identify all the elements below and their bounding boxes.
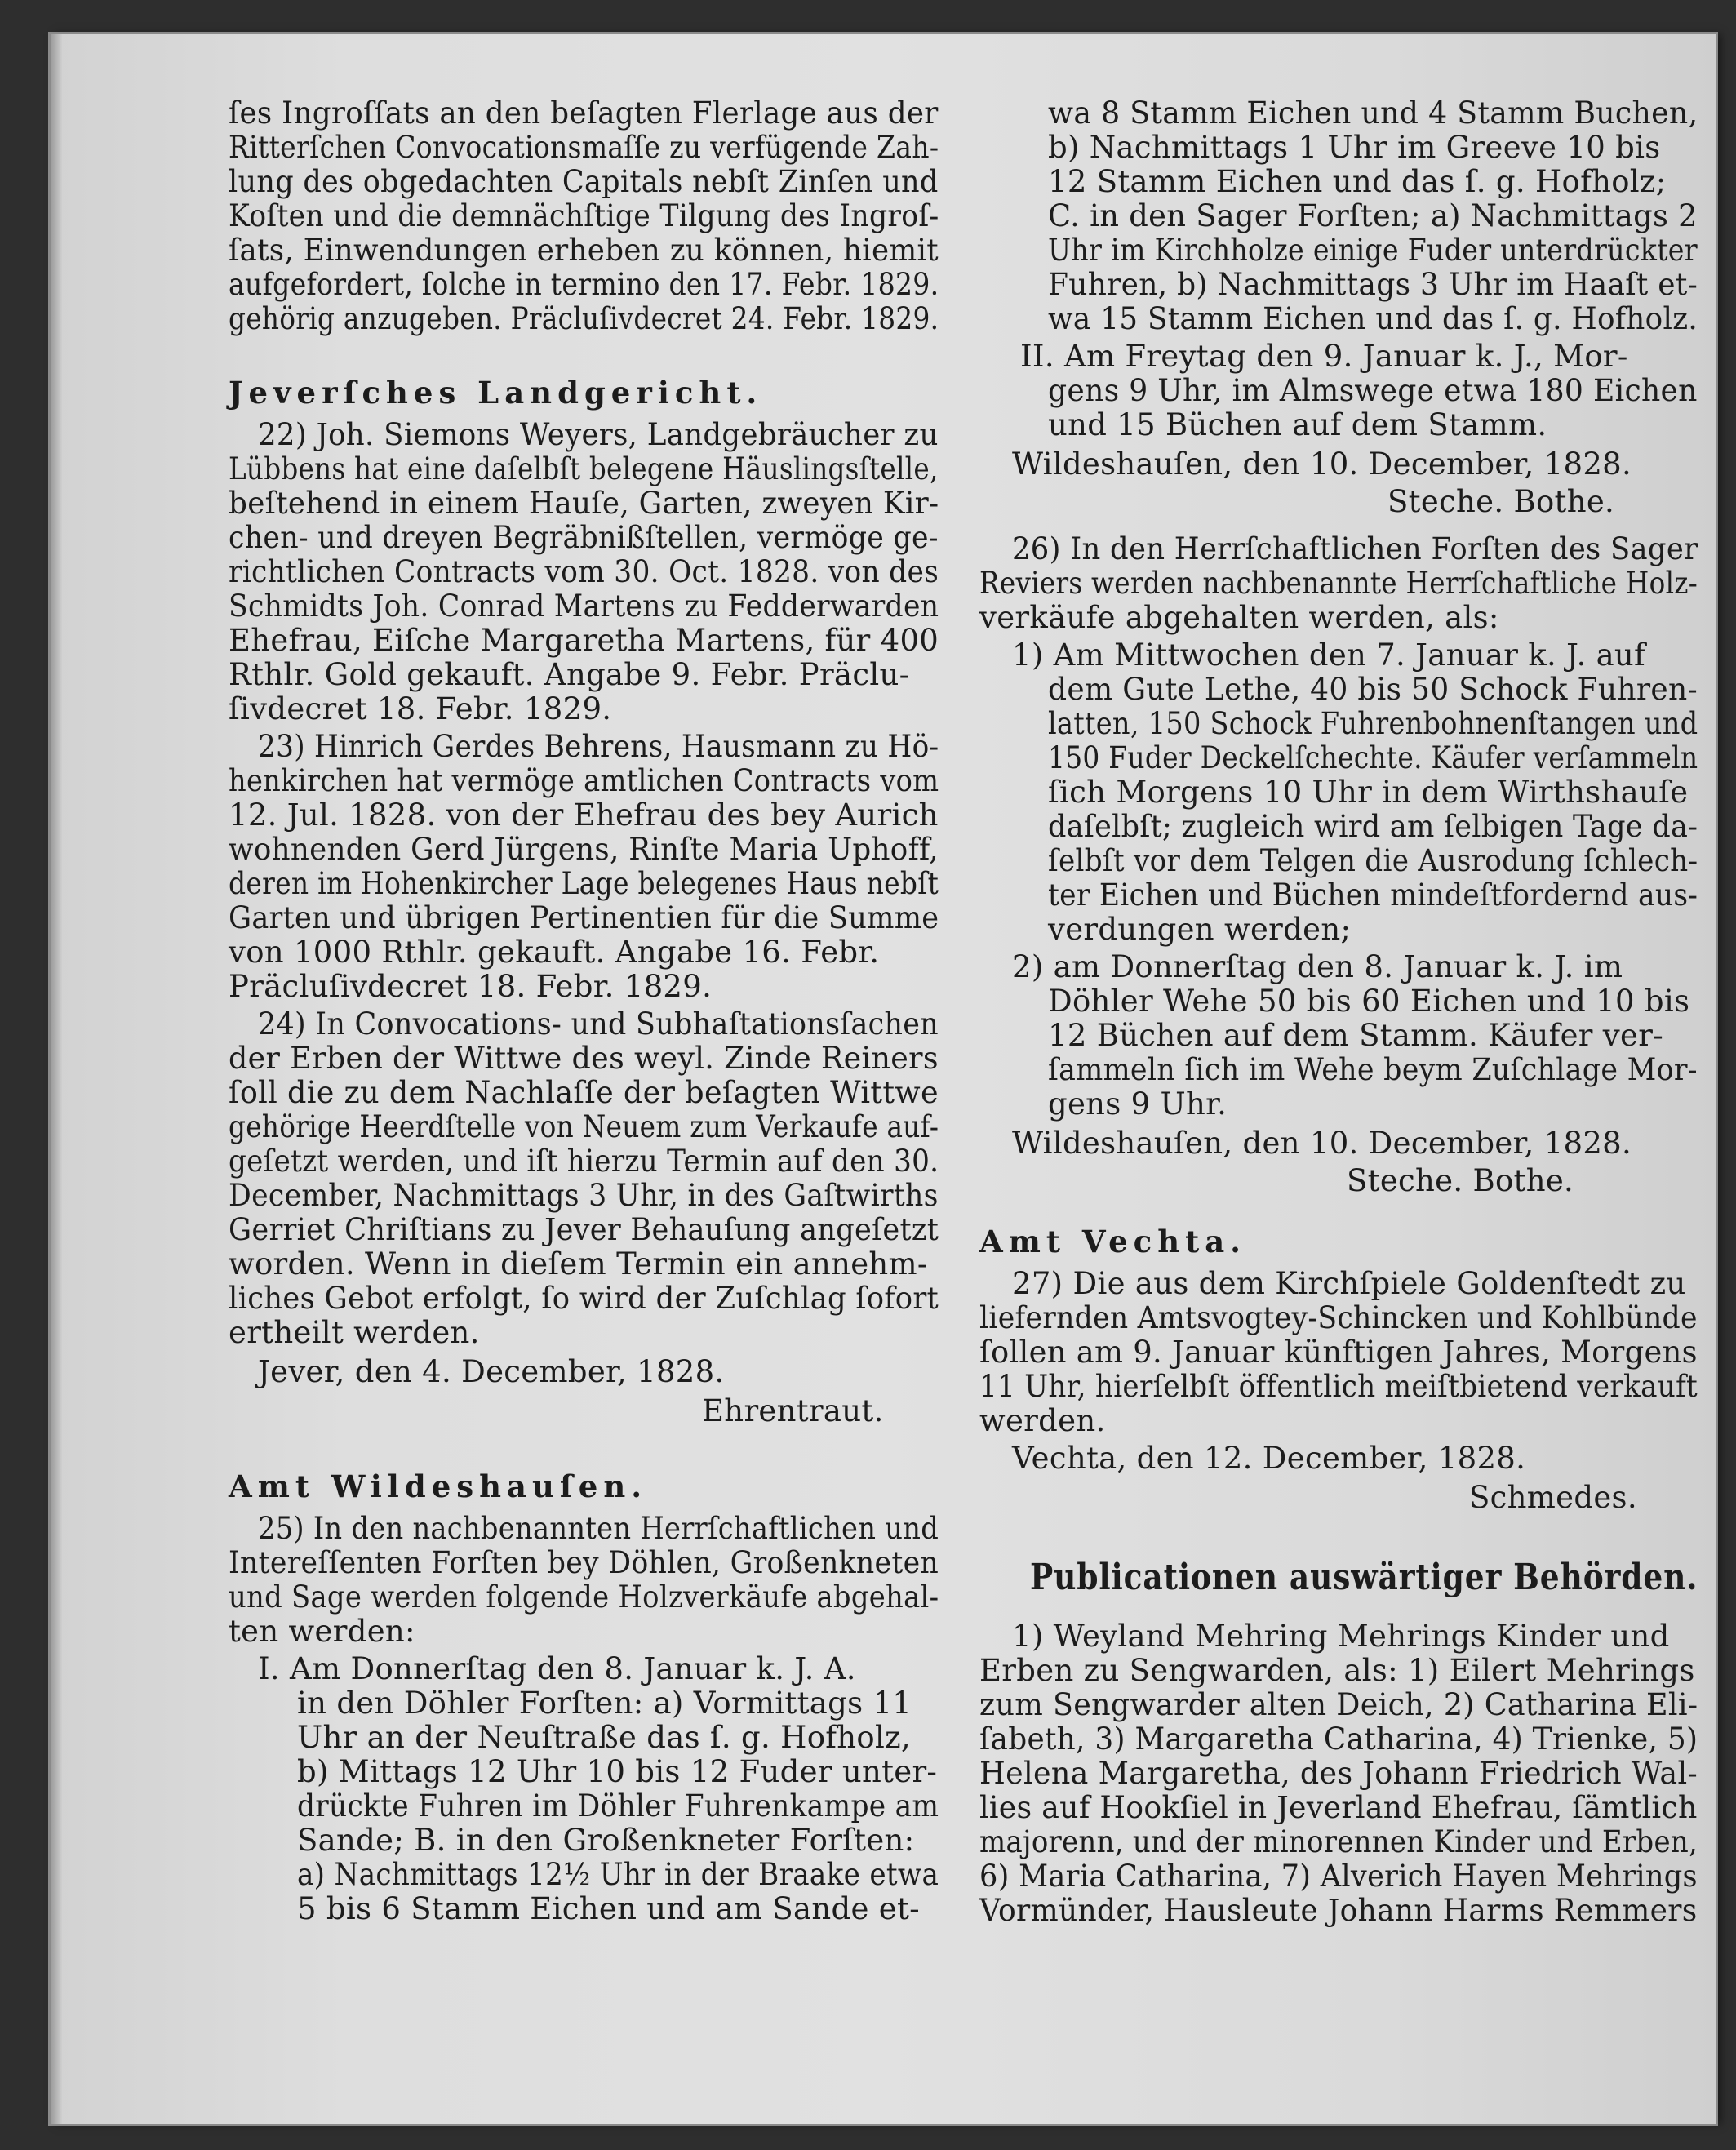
text-line: dem Gute Lethe, 40 bis 50 Schock Fuhren- xyxy=(1048,672,1698,707)
page-binding-edge xyxy=(51,34,62,2124)
text-line: Uhr an der Neuſtraße das ſ. g. Hofholz, xyxy=(297,1720,911,1755)
text-line: Schmidts Joh. Conrad Martens zu Fedderwarden xyxy=(229,589,939,624)
text-line: Intereſſenten Forſten bey Döhlen, Großenkneten xyxy=(229,1545,939,1580)
text-line: liches Gebot erfolgt, ſo wird der Zuſchlag ſofort xyxy=(229,1281,939,1316)
text-line: wa 8 Stamm Eichen und 4 Stamm Buchen, xyxy=(1048,96,1698,131)
text-line: Ritterſchen Convocationsmaſſe zu verfügende Zah- xyxy=(229,130,939,165)
text-line: 1) Am Mittwochen den 7. Januar k. J. auf xyxy=(1012,637,1646,673)
text-line: a) Nachmittags 12½ Uhr in der Braake etwa xyxy=(297,1857,939,1892)
text-line: 22) Joh. Siemons Weyers, Landgebräucher zu xyxy=(258,417,939,452)
text-line: chen- und dreyen Begräbnißſtellen, vermöge ge- xyxy=(229,520,939,555)
signature: Ehrentraut. xyxy=(702,1393,884,1428)
text-line: b) Mittags 12 Uhr 10 bis 12 Fuder unter- xyxy=(297,1754,938,1789)
text-line: ſats, Einwendungen erheben zu können, hiemit xyxy=(229,233,939,268)
text-line: 27) Die aus dem Kirchſpiele Goldenſtedt zu xyxy=(1012,1266,1686,1301)
text-line: und 15 Büchen auf dem Stamm. xyxy=(1048,407,1547,442)
text-line: gehörige Heerdſtelle von Neuem zum Verkaufe auf- xyxy=(229,1109,939,1144)
section-heading: Amt Wildeshauſen. xyxy=(229,1468,648,1504)
text-line: und Sage werden folgende Holzverkäufe abgehal- xyxy=(229,1579,939,1615)
text-line: drückte Fuhren im Döhler Fuhrenkampe am xyxy=(297,1788,939,1824)
text-line: Lübbens hat eine daſelbſt belegene Häuslingsſtelle, xyxy=(229,451,939,486)
text-line: worden. Wenn in dieſem Termin ein annehm- xyxy=(229,1246,928,1282)
text-line: Präcluſivdecret 18. Febr. 1829. xyxy=(229,969,713,1004)
text-line: aufgefordert, ſolche in termino den 17. Febr. 1829. xyxy=(229,267,939,302)
text-line: ſich Morgens 10 Uhr in dem Wirthshauſe xyxy=(1048,775,1689,810)
text-line: liefernden Amtsvogtey-Schincken und Kohlbünde xyxy=(979,1300,1698,1335)
text-line: ſabeth, 3) Margaretha Catharina, 4) Trienke, 5) xyxy=(979,1721,1698,1757)
text-line: der Erben der Wittwe des weyl. Zinde Reiners xyxy=(229,1041,939,1076)
text-line: ſammeln ſich im Wehe beym Zuſchlage Mor- xyxy=(1048,1052,1698,1087)
text-line: ſelbſt vor dem Telgen die Ausrodung ſchlech- xyxy=(1048,843,1698,878)
text-line: verkäufe abgehalten werden, als: xyxy=(979,600,1499,635)
text-line: ter Eichen und Büchen mindeſtfordernd aus- xyxy=(1048,877,1698,913)
text-line: Uhr im Kirchholze einige Fuder unterdrückter xyxy=(1048,233,1698,268)
text-line: gens 9 Uhr. xyxy=(1048,1086,1228,1122)
text-line: lung des obgedachten Capitals nebſt Zinſen und xyxy=(229,164,939,199)
text-line: ſivdecret 18. Febr. 1829. xyxy=(229,691,612,726)
text-line: II. Am Freytag den 9. Januar k. J., Mor- xyxy=(1020,339,1628,374)
text-line: Sande; B. in den Großenkneter Forſten: xyxy=(297,1823,915,1858)
text-line: von 1000 Rthlr. gekauft. Angabe 16. Febr. xyxy=(229,935,880,970)
text-line: majorenn, und der minorennen Kinder und Erben, xyxy=(979,1824,1698,1859)
text-line: gens 9 Uhr, im Almswege etwa 180 Eichen xyxy=(1048,373,1698,408)
signature: Steche. Bothe. xyxy=(1347,1163,1574,1198)
text-line: 12 Büchen auf dem Stamm. Käufer ver- xyxy=(1048,1018,1663,1053)
text-line: ſes Ingroſſats an den beſagten Flerlage aus der xyxy=(229,96,939,131)
text-line: lies auf Hookſiel in Jeverland Ehefrau, ſämtlich xyxy=(979,1790,1698,1825)
text-line: werden. xyxy=(979,1403,1106,1438)
text-line: b) Nachmittags 1 Uhr im Greeve 10 bis xyxy=(1048,130,1661,165)
text-line: 1) Weyland Mehring Mehrings Kinder und xyxy=(1012,1619,1670,1654)
text-line: Helena Margaretha, des Johann Friedrich Wal- xyxy=(979,1756,1698,1791)
text-line: 24) In Convocations- und Subhaſtationsſachen xyxy=(258,1006,939,1042)
text-line: beſtehend in einem Hauſe, Garten, zweyen Kir- xyxy=(229,486,939,521)
text-line: 12 Stamm Eichen und das ſ. g. Hofholz; xyxy=(1048,164,1667,199)
text-line: 5 bis 6 Stamm Eichen und am Sande et- xyxy=(297,1891,920,1926)
signature: Steche. Bothe. xyxy=(1387,484,1615,519)
text-line: Döhler Wehe 50 bis 60 Eichen und 10 bis xyxy=(1048,984,1690,1019)
place-date: Wildeshauſen, den 10. December, 1828. xyxy=(1012,1126,1632,1161)
text-line: Gerriet Chriſtians zu Jever Behauſung angeſetzt xyxy=(229,1212,939,1247)
text-line: Ehefrau, Eiſche Margaretha Martens, für 400 xyxy=(229,623,939,658)
text-line: gehörig anzugeben. Präcluſivdecret 24. Febr. 1829. xyxy=(229,301,939,336)
place-date: Vechta, den 12. December, 1828. xyxy=(1012,1441,1526,1476)
text-line: richtlichen Contracts vom 30. Oct. 1828. von des xyxy=(229,554,939,589)
text-line: 25) In den nachbenannten Herrſchaftlichen und xyxy=(258,1511,939,1546)
place-date: Wildeshauſen, den 10. December, 1828. xyxy=(1012,446,1632,482)
text-line: ertheilt werden. xyxy=(229,1315,480,1350)
text-line: 11 Uhr, hierſelbſt öffentlich meiſtbietend verkauft xyxy=(979,1369,1698,1404)
text-line: Koſten und die demnächſtige Tilgung des Ingroſ- xyxy=(229,198,939,233)
section-heading: Amt Vechta. xyxy=(979,1224,1247,1259)
text-line: henkirchen hat vermöge amtlichen Contracts vom xyxy=(229,763,939,798)
text-line: 150 Fuder Deckelſchechte. Käufer verſammeln xyxy=(1048,740,1698,775)
text-line: Vormünder, Hausleute Johann Harms Remmers xyxy=(979,1893,1698,1928)
text-line: Reviers werden nachbenannte Herrſchaftliche Holz- xyxy=(979,566,1698,601)
text-line: 2) am Donnerſtag den 8. Januar k. J. im xyxy=(1012,949,1623,984)
text-line: ſollen am 9. Januar künftigen Jahres, Morgens xyxy=(979,1335,1698,1370)
text-line: wohnenden Gerd Jürgens, Rinſte Maria Uphoff, xyxy=(229,832,939,867)
text-line: Erben zu Sengwarden, als: 1) Eilert Mehrings xyxy=(979,1653,1695,1688)
place-date: Jever, den 4. December, 1828. xyxy=(258,1354,725,1389)
text-line: deren im Hohenkircher Lage belegenes Haus nebſt xyxy=(229,866,939,901)
text-line: Rthlr. Gold gekauft. Angabe 9. Febr. Präclu- xyxy=(229,657,910,692)
text-line: ſoll die zu dem Nachlaſſe der beſagten Wittwe xyxy=(229,1075,939,1110)
text-line: Garten und übrigen Pertinentien für die Summe xyxy=(229,900,939,935)
text-line: zum Sengwarder alten Deich, 2) Catharina Eli- xyxy=(979,1687,1698,1722)
text-line: December, Nachmittags 3 Uhr, in des Gaſtwirths xyxy=(229,1178,939,1213)
text-line: wa 15 Stamm Eichen und das ſ. g. Hofholz. xyxy=(1048,301,1698,336)
text-line: 23) Hinrich Gerdes Behrens, Hausmann zu Hö- xyxy=(258,729,939,764)
text-line: in den Döhler Forſten: a) Vormittags 11 xyxy=(297,1686,912,1721)
text-line: geſetzt werden, und iſt hierzu Termin auf den 30. xyxy=(229,1144,939,1179)
text-line: C. in den Sager Forſten; a) Nachmittags 2 xyxy=(1048,198,1698,233)
text-line: 12. Jul. 1828. von der Ehefrau des bey Aurich xyxy=(229,797,939,833)
section-heading: Publicationen auswärtiger Behörden. xyxy=(1030,1557,1698,1598)
text-line: Fuhren, b) Nachmittags 3 Uhr im Haaſt et- xyxy=(1048,267,1698,302)
section-heading: Jeverſches Landgericht. xyxy=(229,375,763,411)
text-line: verdungen werden; xyxy=(1048,912,1352,947)
text-line: 6) Maria Catharina, 7) Alverich Hayen Mehrings xyxy=(979,1859,1698,1894)
signature: Schmedes. xyxy=(1469,1480,1637,1515)
text-line: I. Am Donnerſtag den 8. Januar k. J. A. xyxy=(258,1651,856,1686)
text-line: daſelbſt; zugleich wird am ſelbigen Tage da- xyxy=(1048,809,1698,844)
text-line: 26) In den Herrſchaftlichen Forſten des Sager xyxy=(1012,531,1698,566)
text-line: ten werden: xyxy=(229,1614,415,1649)
text-line: latten, 150 Schock Fuhrenbohnenſtangen und xyxy=(1048,706,1698,741)
